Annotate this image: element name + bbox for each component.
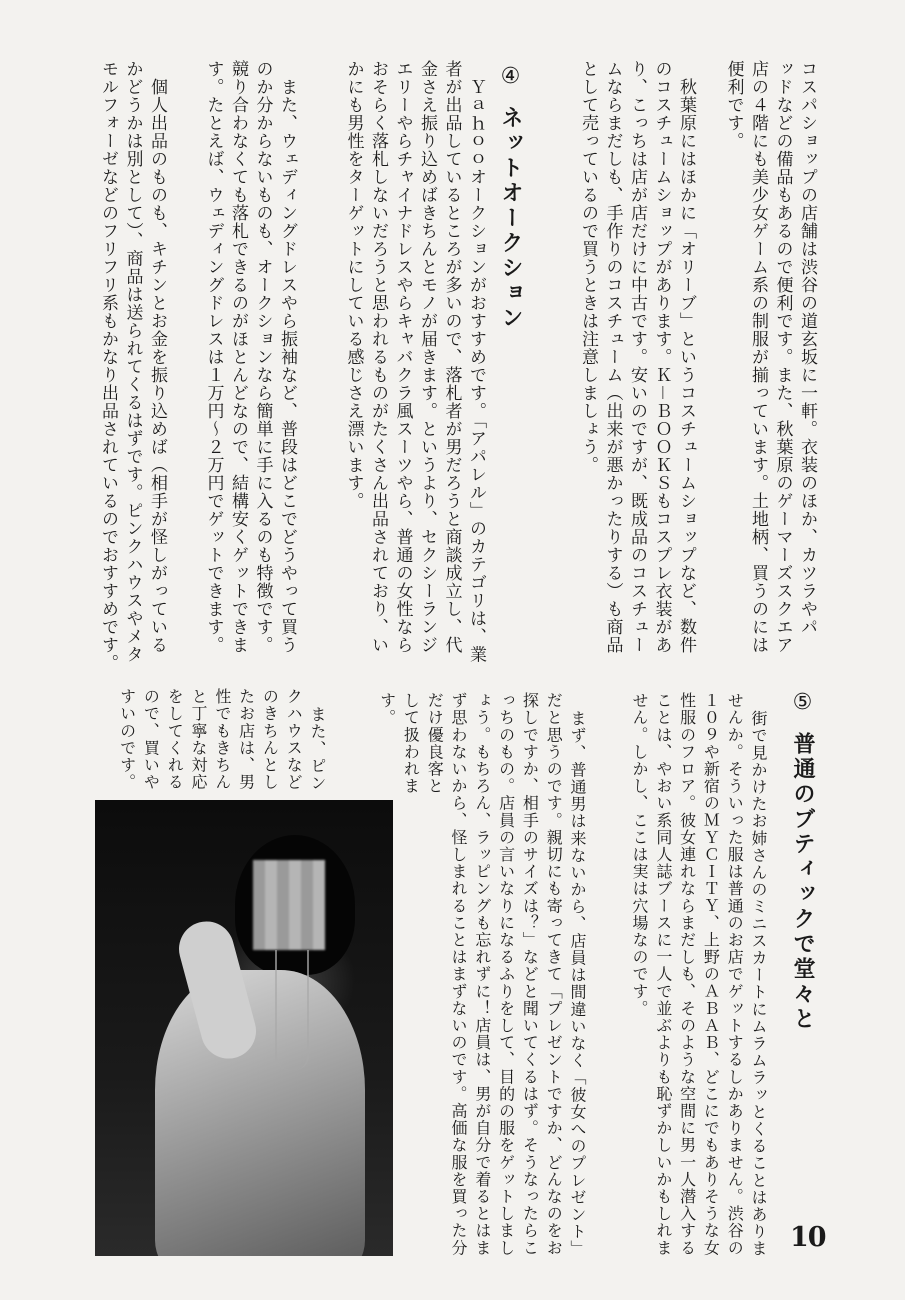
text-line: かどうかは別として）、商品は送られてくるはずです。ピンクハウスやメタ <box>122 60 143 664</box>
paragraph <box>375 692 589 1257</box>
text-line: と丁寧な対応 <box>189 688 209 791</box>
text-line: 個人出品のものも、キチンとお金を振り込めば（相手が怪しがっている <box>147 78 167 654</box>
text-line: をしてくれる <box>165 688 185 791</box>
text-line: モルフォーゼなどのフリフリ系もかなり出品されているのでおすすめです。 <box>98 60 118 672</box>
text-line: 金さえ振り込めばきちんとモノが届きます。というより、セクシーランジ <box>417 60 437 654</box>
text-line: 性でもきちん <box>212 688 232 791</box>
circled-number-4: ④ <box>498 64 523 92</box>
section-heading-boutique <box>789 690 815 1032</box>
text-line: ので、買いや <box>141 688 161 791</box>
text-line: 競り合わなくても落札できるのがほとんどなので、結構安くゲットできま <box>228 60 248 654</box>
text-line: ムならまだしも、手作りのコスチューム（出来が悪かったりする）も商品 <box>602 60 623 654</box>
text-line: 秋葉原にはほかに「オリーブ」というコスチュームショップなど、数件 <box>676 78 696 654</box>
text-line: 者が出品しているところが多いので、落札者が男だろうと商談成立し、代 <box>441 60 462 654</box>
text-line: して扱われま <box>401 692 421 795</box>
text-line: ことは、やおい系同人誌ブースに一人で並ぶよりも恥ずかしいかもしれま <box>653 692 673 1257</box>
text-line: 店の４階にも美少女ゲーム系の制服が揃っています。土地柄、買うのには <box>748 60 768 654</box>
text-line: だけ優良客と <box>425 692 445 795</box>
text-line: １０９や新宿のＭＹＣＩＴＹ、上野のＡＢＡＢ、どこにでもありそうな女 <box>701 692 721 1257</box>
page-number: 10 <box>790 1222 826 1253</box>
text-line: 探しですか、相手のサイズは？」などと聞いてくるはず。そうなったらこ <box>520 692 540 1257</box>
text-line: また、ピン <box>308 706 327 792</box>
text-line: として売っているので買うときは注意しましょう。 <box>578 60 598 474</box>
text-line: 街で見かけたお姉さんのミニスカートにムラムラッとくることはありま <box>749 710 768 1258</box>
text-line: また、ウェディングドレスやら振袖など、普段はどこでどうやって買う <box>277 78 297 654</box>
text-line: クハウスなど <box>284 688 304 791</box>
text-line: っちのもの。店員の言いなりになるふりをして、目的の服をゲットしまし <box>496 692 516 1257</box>
text-line: たお店は、男 <box>236 688 256 791</box>
paragraph <box>201 60 299 654</box>
paragraph <box>576 60 699 654</box>
text-line: ッドなどの備品もあるので便利です。また、秋葉原のゲーマーズスクエア <box>772 60 793 654</box>
text-line: せん。しかし、ここは実は穴場なのです。 <box>630 692 650 1017</box>
text-line: かにも男性をターゲットにしている感じさえ漂います。 <box>343 60 364 510</box>
paragraph <box>96 60 170 672</box>
circled-number-5: ⑤ <box>790 690 815 718</box>
text-line: おそらく落札しないだろうと思われるものがたくさん出品されており、い <box>368 60 388 654</box>
text-line: だと思うのです。親切にも寄ってきて「プレゼントですか、どんなのをお <box>544 692 564 1257</box>
text-line: す。たとえば、ウェディングドレスは１万円～２万円でゲットできます。 <box>203 60 224 654</box>
text-line: せんか。そういった服は普通のお店でゲットするしかありません。渋谷の <box>725 692 745 1257</box>
text-line: のきちんとし <box>260 688 280 791</box>
paragraph <box>627 692 770 1257</box>
text-line: のコスチュームショップがあります。Ｋ－ＢＯＯＫＳもコスプレ衣装があ <box>651 60 672 654</box>
text-line: 性服のフロア。彼女連れならまだしも、そのような空間に男一人潜入する <box>677 692 697 1257</box>
heading-title: ネットオークション <box>498 106 523 331</box>
paragraph <box>115 688 329 792</box>
paragraph <box>721 60 819 654</box>
photo <box>95 800 393 1256</box>
paragraph <box>341 60 488 664</box>
text-line: Ｙａｈｏｏオークションがおすすめです。「アパレル」のカテゴリは、業 <box>466 78 486 664</box>
text-line: のか分からないものも、オークションなら簡単に手に入るのも特徴です。 <box>252 60 273 654</box>
text-line: り、こっちは店が店だけに中古です。安いのですが、既成品のコスチュー <box>627 60 647 654</box>
text-line: まず、普通男は来ないから、店員は間違いなく「彼女へのプレゼント」 <box>568 710 587 1258</box>
text-line: ず思わないから、怪しまれることはまずないのです。高価な服を買った分 <box>449 692 469 1257</box>
text-line: コスパショップの店舗は渋谷の道玄坂に一軒。衣装のほか、カツラやパ <box>797 60 817 636</box>
section-heading-net-auction <box>497 64 523 331</box>
blurred-face <box>253 860 325 950</box>
text-line: すいのです。 <box>117 688 137 791</box>
text-line: ょう。もちろん、ラッピングも忘れずに！店員は、男が自分で着るとはま <box>472 692 492 1257</box>
text-line: エリーやらチャイナドレスやらキャバクラ風スーツやら、普通の女性なら <box>392 60 413 654</box>
text-line: 便利です。 <box>723 60 744 150</box>
heading-title: 普通のブティックで堂々と <box>790 732 815 1032</box>
text-line: す。 <box>377 692 397 727</box>
